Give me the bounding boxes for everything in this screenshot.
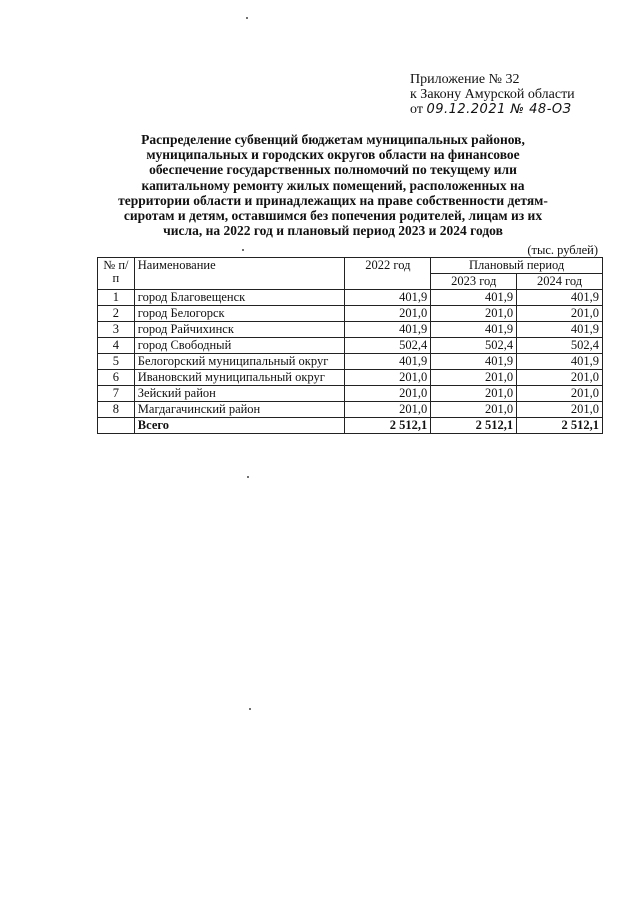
header-num: № п/п bbox=[98, 258, 135, 290]
row-2022: 201,0 bbox=[345, 386, 431, 402]
total-row bbox=[98, 418, 603, 434]
total-2023: 2 512,1 bbox=[431, 418, 517, 434]
row-2022: 201,0 bbox=[345, 370, 431, 386]
title-line: территории области и принадлежащих на праве собственности детям- bbox=[118, 192, 548, 208]
row-name: Белогорский муниципальный округ bbox=[134, 354, 345, 370]
row-num: 5 bbox=[98, 354, 135, 370]
table-row bbox=[98, 306, 603, 322]
row-2022: 401,9 bbox=[345, 354, 431, 370]
total-label: Всего bbox=[134, 418, 345, 434]
row-2022: 401,9 bbox=[345, 322, 431, 338]
appendix-header bbox=[410, 72, 575, 117]
row-2022: 201,0 bbox=[345, 306, 431, 322]
row-name: город Белогорск bbox=[134, 306, 345, 322]
row-2024: 502,4 bbox=[517, 338, 603, 354]
row-2023: 201,0 bbox=[431, 386, 517, 402]
row-num: 1 bbox=[98, 290, 135, 306]
appendix-law: к Закону Амурской области bbox=[410, 87, 575, 102]
total-2024: 2 512,1 bbox=[517, 418, 603, 434]
table-row bbox=[98, 354, 603, 370]
subsidy-table bbox=[97, 257, 603, 434]
row-2022: 401,9 bbox=[345, 290, 431, 306]
table-header-row bbox=[98, 258, 603, 274]
row-2024: 401,9 bbox=[517, 290, 603, 306]
row-num: 7 bbox=[98, 386, 135, 402]
row-2023: 201,0 bbox=[431, 402, 517, 418]
row-name: Магдагачинский район bbox=[134, 402, 345, 418]
row-name: город Благовещенск bbox=[134, 290, 345, 306]
row-2023: 201,0 bbox=[431, 370, 517, 386]
scan-speck bbox=[246, 17, 248, 19]
row-2023: 201,0 bbox=[431, 306, 517, 322]
header-2022: 2022 год bbox=[345, 258, 431, 290]
title-line: муниципальных и городских округов области на финансовое bbox=[146, 147, 520, 163]
row-num: 8 bbox=[98, 402, 135, 418]
title-line: числа, на 2022 год и плановый период 2023 и 2024 годов bbox=[163, 223, 503, 239]
scan-speck bbox=[249, 708, 251, 710]
title-line: Распределение субвенций бюджетам муниципальных районов, bbox=[141, 132, 525, 147]
appendix-number: Приложение № 32 bbox=[410, 72, 520, 87]
scan-speck bbox=[242, 249, 244, 251]
row-name: Ивановский муниципальный округ bbox=[134, 370, 345, 386]
appendix-date-prefix: от bbox=[410, 102, 423, 117]
row-name: город Свободный bbox=[134, 338, 345, 354]
row-num: 4 bbox=[98, 338, 135, 354]
row-2023: 502,4 bbox=[431, 338, 517, 354]
row-num: 3 bbox=[98, 322, 135, 338]
header-2024: 2024 год bbox=[517, 274, 603, 290]
total-num bbox=[98, 418, 135, 434]
table-row bbox=[98, 402, 603, 418]
row-2024: 201,0 bbox=[517, 370, 603, 386]
units-label: (тыс. рублей) bbox=[527, 243, 598, 257]
row-2024: 201,0 bbox=[517, 306, 603, 322]
handwritten-date-number: 09.12.2021 № 48-ОЗ bbox=[426, 102, 572, 117]
title-line: обеспечение государственных полномочий по текущему или bbox=[149, 162, 517, 178]
header-planned-period: Плановый период bbox=[431, 258, 603, 274]
table-row bbox=[98, 338, 603, 354]
total-2022: 2 512,1 bbox=[345, 418, 431, 434]
row-name: Зейский район bbox=[134, 386, 345, 402]
row-2023: 401,9 bbox=[431, 322, 517, 338]
table-row bbox=[98, 370, 603, 386]
row-name: город Райчихинск bbox=[134, 322, 345, 338]
title-line: капитальному ремонту жилых помещений, расположенных на bbox=[141, 177, 525, 193]
row-2022: 502,4 bbox=[345, 338, 431, 354]
row-2023: 401,9 bbox=[431, 290, 517, 306]
row-2024: 401,9 bbox=[517, 354, 603, 370]
header-name: Наименование bbox=[134, 258, 345, 290]
row-2024: 201,0 bbox=[517, 402, 603, 418]
appendix-date-line bbox=[410, 102, 575, 117]
document-title bbox=[118, 132, 548, 238]
title-line: сиротам и детям, оставшимся без попечения родителей, лицам из их bbox=[123, 208, 543, 224]
header-2023: 2023 год bbox=[431, 274, 517, 290]
table-row bbox=[98, 386, 603, 402]
scan-speck bbox=[247, 476, 249, 478]
row-num: 6 bbox=[98, 370, 135, 386]
row-2023: 401,9 bbox=[431, 354, 517, 370]
table-row bbox=[98, 290, 603, 306]
row-2024: 401,9 bbox=[517, 322, 603, 338]
row-2024: 201,0 bbox=[517, 386, 603, 402]
table-row bbox=[98, 322, 603, 338]
row-num: 2 bbox=[98, 306, 135, 322]
row-2022: 201,0 bbox=[345, 402, 431, 418]
